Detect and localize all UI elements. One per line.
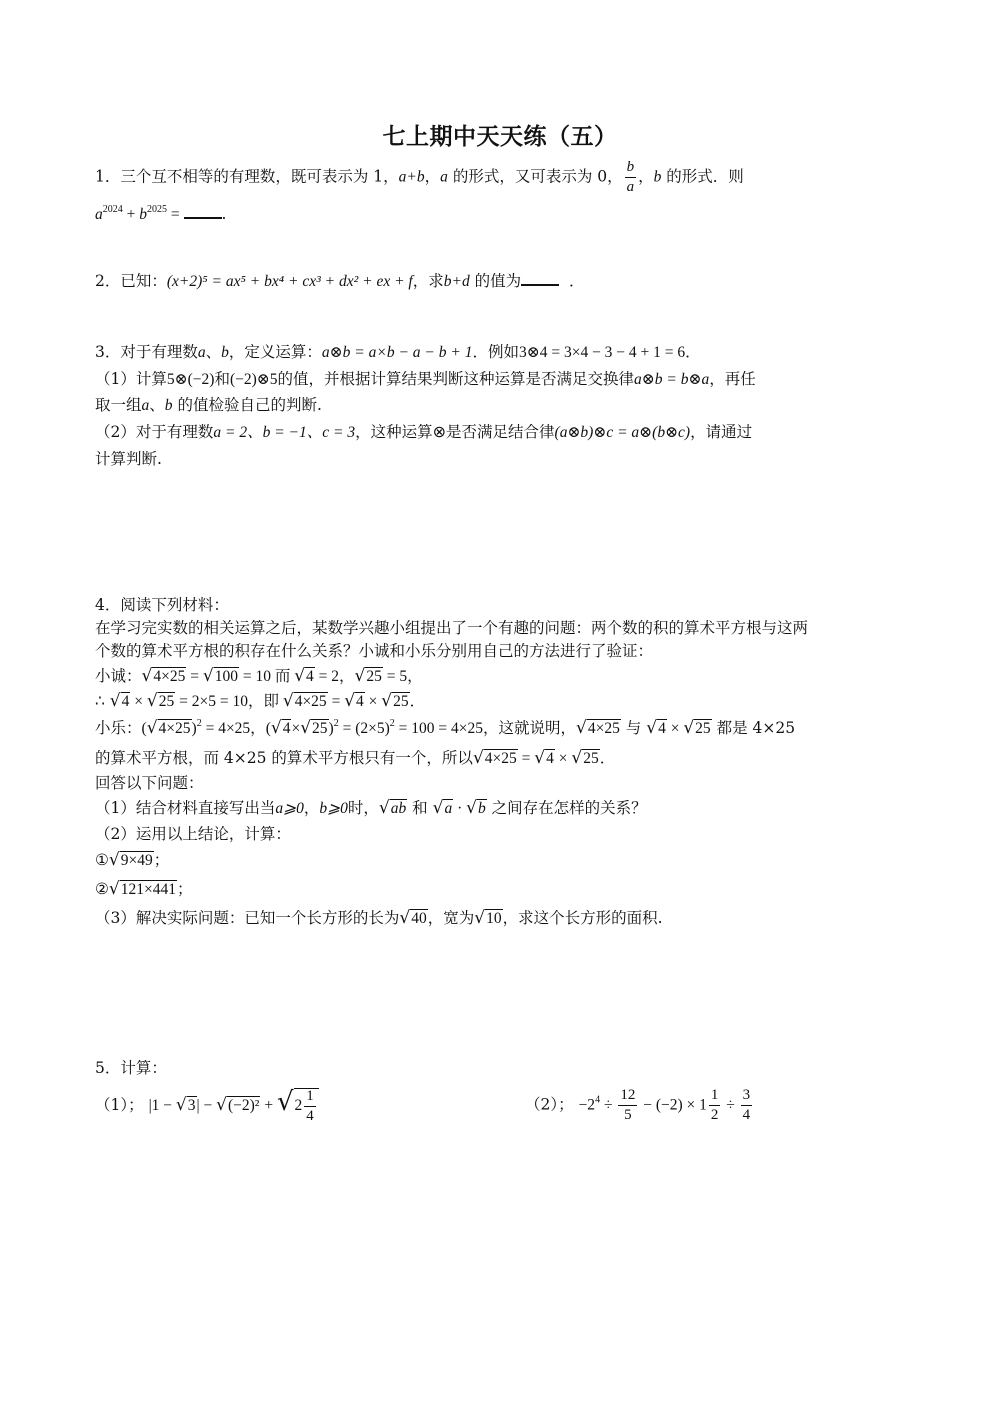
page-title: 七上期中天天练（五） xyxy=(382,124,618,150)
question-5-part-2: （2）； $-2^4$ ÷ $\frac{12}{5}$ − (−2) × 1 $\frac{1}{2}$ ÷ $\frac{3}{4}$ xyxy=(525,1087,751,1123)
fraction-b-over-a: $\frac{b}{a}$ xyxy=(626,159,635,195)
question-4-part-2-heading: （2）运用以上结论，计算： xyxy=(95,825,291,843)
operation-example: 3⊗4 = 3×4 − 3 − 4 + 1 = 6 xyxy=(518,344,686,361)
question-3-line-1: 3．对于有理数a、b，定义运算：a⊗b = a×b − a − b + 1．例如3⊗4 = 3×4 − 3 − 4 + 1 = 6． xyxy=(95,343,701,361)
question-2: 2．已知：(x+2)⁵ = ax⁵ + bx⁴ + cx³ + dx² + ex + f，求b+d 的值为 ． xyxy=(95,272,585,290)
question-5-part-1: （1）； |1 − √3| − √(−2)² + √2 $\frac{1}{4}$ xyxy=(95,1088,495,1124)
operation-definition: a⊗b = a×b − a − b + 1 xyxy=(321,344,473,361)
answer-heading: 回答以下问题： xyxy=(95,774,204,792)
question-1-line-2: $a^{2024} + b^{2025}$ = . xyxy=(95,204,227,223)
question-3-part-2-line-1: （2）对于有理数a = 2、b = −1、c = 3，这种运算⊗是否满足结合律(a⊗b)⊗c = a⊗(b⊗c)，请通过 xyxy=(95,422,753,441)
question-3-part-1-line-2: 取一组a、b 的值检验自己的判断. xyxy=(95,396,322,414)
otimes-operator-icon: ⊗ xyxy=(432,422,447,441)
question-5-heading: 5．计算： xyxy=(95,1059,167,1077)
question-4-intro-line-2: 个数的算术平方根的积存在什么关系？小诚和小乐分别用自己的方法进行了验证： xyxy=(95,642,654,660)
question-4-part-2-item-1: ①√9×49； xyxy=(95,850,170,870)
question-4-part-2-item-2: ②√121×441； xyxy=(95,879,193,899)
xiaole-method-line-2: 的算术平方根，而 4×25 的算术平方根只有一个，所以√4×25 = √4 × √25． xyxy=(95,748,616,768)
answer-blank[interactable] xyxy=(184,203,222,219)
xiaole-method-line-1: 小乐：$(√4\times 25)^2 = 4\times 25$，$(√4\times√25)^2 = (2\times 5)^2 = 100 = 4\times 25$，这就说明，√4×25 与 √4 × √25 都是 4×25 xyxy=(95,718,796,738)
question-3-part-2-line-2: 计算判断. xyxy=(95,450,162,468)
question-4-part-3: （3）解决实际问题：已知一个长方形的长为√40，宽为√10，求这个长方形的面积. xyxy=(95,908,663,928)
question-1-line-1: 1．三个互不相等的有理数，既可表示为 1，a+b，a 的形式，又可表示为 0， $\frac{b}{a}$ ，b 的形式．则 xyxy=(95,159,744,195)
xiaocheng-conclusion: ∴ √4 × √25 = 2×5 = 10，即 √4×25 = √4 × √25． xyxy=(95,691,426,711)
sqrt-expression: √4×25 xyxy=(141,666,186,686)
question-3-part-1-line-1: （1）计算5⊗(−2)和(−2)⊗5的值，并根据计算结果判断这种运算是否满足交换律a⊗b = b⊗a，再任 xyxy=(95,370,756,388)
answer-blank[interactable] xyxy=(521,270,559,286)
question-4-intro-line-1: 在学习完实数的相关运算之后，某数学兴趣小组提出了一个有趣的问题：两个数的积的算术平方根与这两 xyxy=(95,619,809,637)
question-4-heading: 4．阅读下列材料： xyxy=(95,596,229,614)
question-4-part-1: （1）结合材料直接写出当a⩾0，b⩾0时，√ab 和 √a · √b 之间存在怎样的关系？ xyxy=(95,798,647,818)
xiaocheng-method: 小诚：√4×25 = √100 = 10 而 √4 = 2，√25 = 5， xyxy=(95,666,423,686)
